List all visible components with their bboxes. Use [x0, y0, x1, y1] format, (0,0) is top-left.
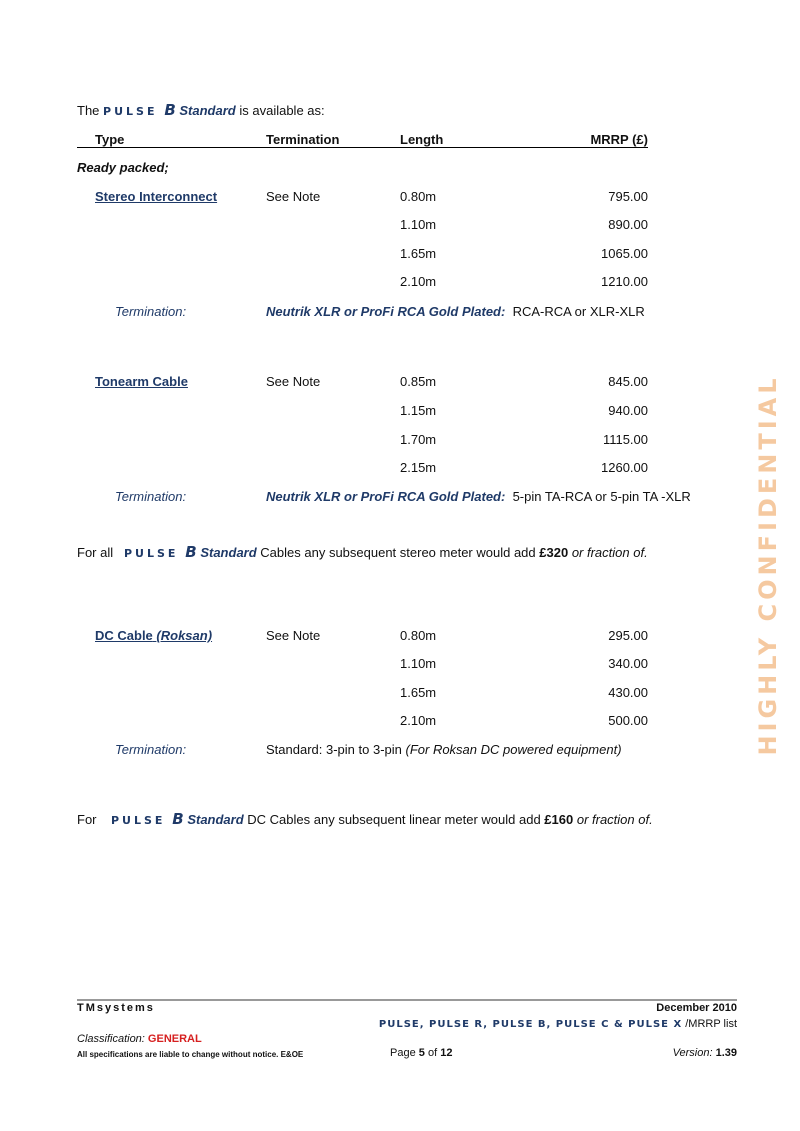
product-tonearm-cable[interactable]: Tonearm Cable — [95, 374, 188, 389]
termination-detail: Standard: 3-pin to 3-pin (For Roksan DC powered equipment) — [266, 742, 622, 757]
termination-detail: Neutrik XLR or ProFi RCA Gold Plated: 5-pin TA-RCA or 5-pin TA -XLR — [266, 489, 691, 504]
length-value: 1.65m — [400, 246, 437, 261]
price-value: 1065.00 — [601, 246, 648, 261]
stereo-meter-note: For all PULSE B Standard Cables any subsequent stereo meter would add £320 or fraction of. — [77, 543, 648, 561]
termination-label: Termination: — [115, 742, 187, 757]
footer-disclaimer: All specifications are liable to change without notice. E&OE — [77, 1050, 304, 1059]
header-rule — [77, 147, 648, 148]
termination-note: See Note — [266, 189, 321, 204]
confidential-watermark: HIGHLY CONFIDENTIAL — [754, 374, 782, 756]
price-value: 795.00 — [608, 189, 648, 204]
length-value: 0.80m — [400, 189, 437, 204]
price-value: 890.00 — [608, 217, 648, 232]
length-value: 1.15m — [400, 403, 437, 418]
price-value: 845.00 — [608, 374, 648, 389]
product-dc-cable[interactable]: DC Cable (Roksan) — [95, 628, 213, 643]
termination-note: See Note — [266, 374, 321, 389]
price-value: 500.00 — [608, 713, 648, 728]
brand-logo: PULSE B — [103, 101, 176, 119]
price-value: 295.00 — [608, 628, 648, 643]
length-value: 2.15m — [400, 460, 437, 475]
footer-products: PULSE, PULSE R, PULSE B, PULSE C & PULSE X /MRRP list — [378, 1018, 737, 1030]
price-value: 1115.00 — [602, 432, 648, 447]
ready-packed-label: Ready packed; — [77, 160, 169, 175]
header-type: Type — [95, 132, 125, 147]
termination-note: See Note — [266, 628, 321, 643]
length-value: 2.10m — [400, 274, 437, 289]
header-length: Length — [400, 132, 444, 147]
termination-label: Termination: — [115, 489, 187, 504]
footer-company: TMsystems — [77, 1002, 155, 1014]
length-value: 1.65m — [400, 685, 437, 700]
footer-date: December 2010 — [656, 1002, 737, 1014]
price-value: 430.00 — [608, 685, 648, 700]
length-value: 1.10m — [400, 217, 437, 232]
length-value: 1.10m — [400, 656, 437, 671]
price-value: 1260.00 — [601, 460, 648, 475]
header-mrrp: MRRP (£) — [590, 132, 648, 147]
footer-classification: Classification: GENERAL — [77, 1033, 202, 1045]
price-value: 340.00 — [608, 656, 648, 671]
price-value: 1210.00 — [601, 274, 648, 289]
intro-line: The PULSE B Standard is available as: — [77, 101, 325, 119]
termination-detail: Neutrik XLR or ProFi RCA Gold Plated: RCA-RCA or XLR-XLR — [266, 304, 645, 319]
linear-meter-note: For PULSE B Standard DC Cables any subsequent linear meter would add £160 or fraction of. — [77, 810, 653, 828]
length-value: 0.80m — [400, 628, 437, 643]
footer-version: Version: 1.39 — [672, 1047, 737, 1059]
length-value: 1.70m — [400, 432, 437, 447]
footer-rule — [77, 999, 737, 1001]
product-stereo-interconnect[interactable]: Stereo Interconnect — [95, 189, 218, 204]
termination-label: Termination: — [115, 304, 187, 319]
header-termination: Termination — [266, 132, 340, 147]
length-value: 0.85m — [400, 374, 437, 389]
length-value: 2.10m — [400, 713, 437, 728]
price-value: 940.00 — [608, 403, 648, 418]
footer-page: Page 5 of 12 — [390, 1047, 453, 1059]
